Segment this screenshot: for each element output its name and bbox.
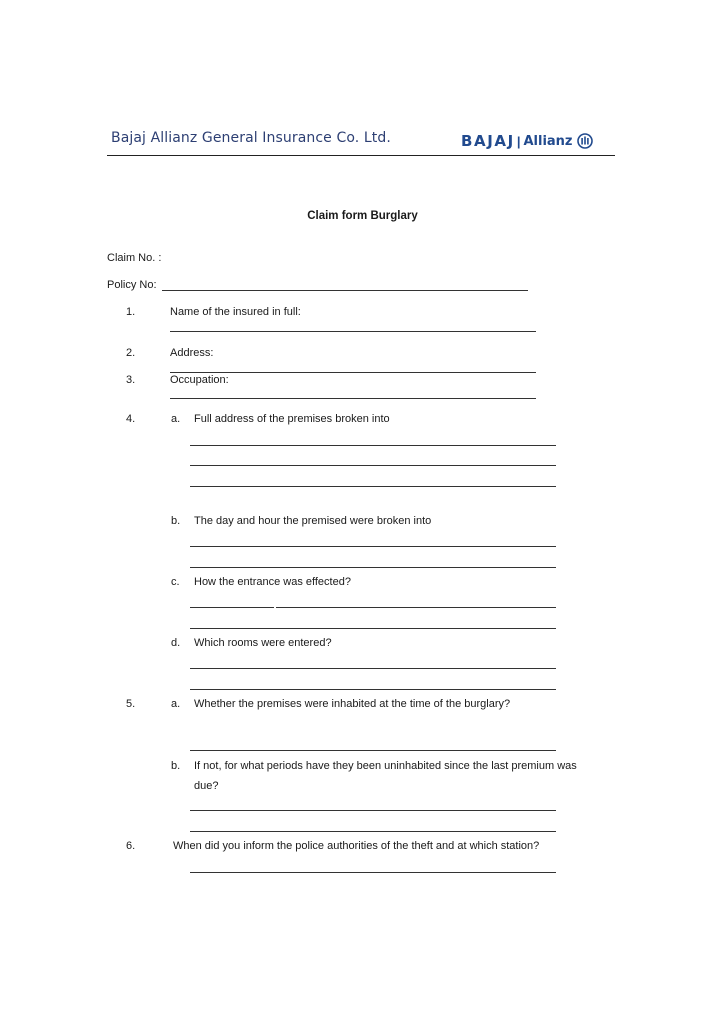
q5b-answer-line[interactable] [190,810,556,811]
q5a-letter: a. [171,698,181,710]
logo-bajaj-text: BAJAJ [461,132,515,150]
form-title: Claim form Burglary [307,210,418,222]
q4d-letter: d. [171,637,181,649]
q5a-label: Whether the premises were inhabited at the time of the burglary? [194,698,511,710]
q4d-answer-line[interactable] [190,668,556,669]
claim-no-label: Claim No. : [107,252,162,264]
q5a-answer-line[interactable] [190,750,556,751]
q4a-answer-line[interactable] [190,465,556,466]
q3-label: Occupation: [170,374,229,386]
logo-allianz-text: Allianz [523,133,573,149]
q4a-answer-line[interactable] [190,445,556,446]
logo-separator: | [516,133,521,149]
q6-label: When did you inform the police authorities of the theft and at which station? [173,840,540,852]
header-rule [107,155,615,156]
bajaj-allianz-logo [461,130,593,152]
policy-no-label: Policy No: [107,279,157,291]
policy-no-field[interactable] [162,290,528,291]
q5b-label-line2: due? [194,780,219,792]
q4c-answer-line[interactable] [276,607,556,608]
allianz-eagle-icon [577,133,593,149]
q4c-label: How the entrance was effected? [194,576,351,588]
q4d-label: Which rooms were entered? [194,637,332,649]
q4c-answer-line[interactable] [190,628,556,629]
q5-number: 5. [126,698,136,710]
company-name: Bajaj Allianz General Insurance Co. Ltd. [111,130,391,146]
q1-number: 1. [126,306,136,318]
q2-answer-line[interactable] [170,372,536,373]
q1-label: Name of the insured in full: [170,306,301,318]
q6-answer-line[interactable] [190,872,556,873]
q5b-letter: b. [171,760,181,772]
q4b-answer-line[interactable] [190,567,556,568]
q4c-letter: c. [171,576,180,588]
q4b-letter: b. [171,515,181,527]
q4c-answer-line[interactable] [190,607,274,608]
q4-number: 4. [126,413,136,425]
q5b-answer-line[interactable] [190,831,556,832]
q5b-label-line1: If not, for what periods have they been uninhabited since the last premium was [194,760,577,772]
q3-answer-line[interactable] [170,398,536,399]
q4a-letter: a. [171,413,181,425]
q4a-label: Full address of the premises broken into [194,413,390,425]
q2-label: Address: [170,347,214,359]
q6-number: 6. [126,840,136,852]
q4b-label: The day and hour the premised were broken into [194,515,432,527]
q3-number: 3. [126,374,136,386]
q4d-answer-line[interactable] [190,689,556,690]
q4a-answer-line[interactable] [190,486,556,487]
q2-number: 2. [126,347,136,359]
q4b-answer-line[interactable] [190,546,556,547]
q1-answer-line[interactable] [170,331,536,332]
